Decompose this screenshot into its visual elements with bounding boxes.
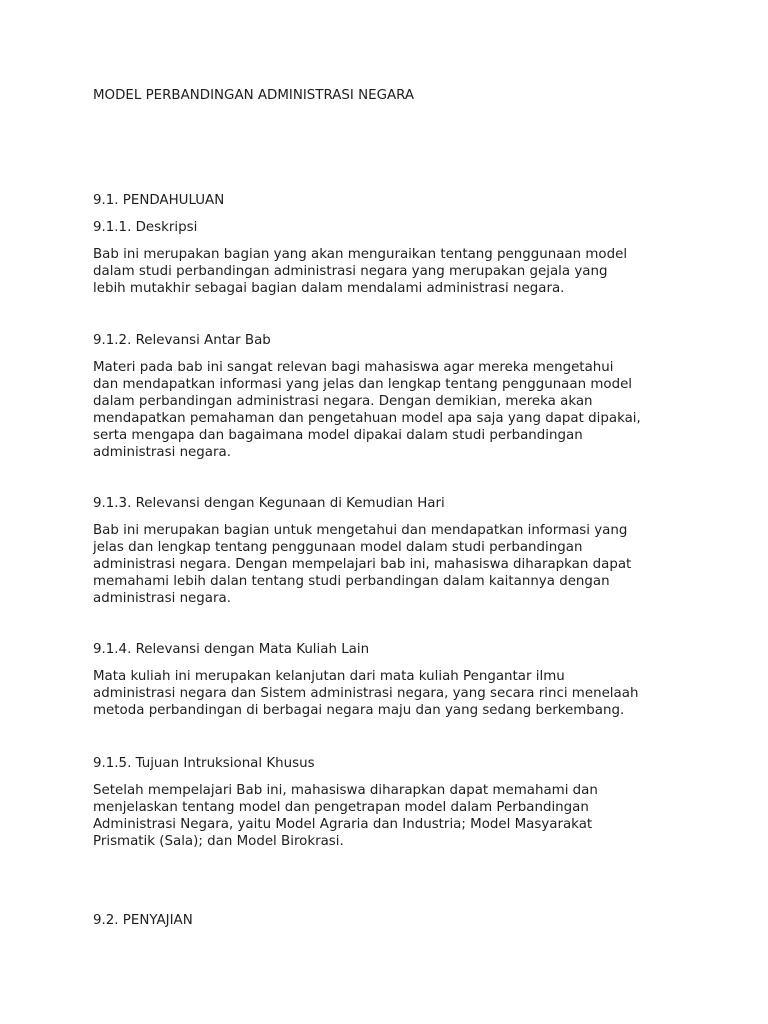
paragraph-relevansi-mata-kuliah: Mata kuliah ini merupakan kelanjutan dari mata kuliah Pengantar ilmu administrasi negara dan Sistem administrasi negara, yang secara rinci menelaah metoda perbandingan di berbagai negara maju dan yang sedang berkembang.	[93, 669, 639, 718]
section-heading-penyajian: 9.2. PENYAJIAN	[93, 913, 193, 928]
paragraph-deskripsi: Bab ini merupakan bagian yang akan menguraikan tentang penggunaan model dalam studi perbandingan administrasi negara yang merupakan gejala yang lebih mutakhir sebagai bagian dalam mendalami administrasi negara.	[93, 247, 628, 296]
subsection-heading-tujuan: 9.1.5. Tujuan Intruksional Khusus	[93, 756, 315, 771]
section-heading-pendahuluan: 9.1. PENDAHULUAN	[93, 193, 225, 208]
document-title: MODEL PERBANDINGAN ADMINISTRASI NEGARA	[93, 88, 415, 103]
paragraph-relevansi-antar-bab: Materi pada bab ini sangat relevan bagi mahasiswa agar mereka mengetahui dan mendapatkan informasi yang jelas dan lengkap tentang penggunaan model dalam perbandingan administrasi negara. Dengan demikian, mereka akan mendapatkan pemahaman dan pengetahuan model apa saja yang dapat dipakai, serta mengapa dan bagaimana model dipakai dalam studi perbandingan administrasi negara.	[93, 360, 641, 460]
paragraph-relevansi-kegunaan: Bab ini merupakan bagian untuk mengetahui dan mendapatkan informasi yang jelas dan lengkap tentang penggunaan model dalam studi perbandingan administrasi negara. Dengan mempelajari bab ini, mahasiswa diharapkan dapat memahami lebih dalan tentang studi perbandingan dalam kaitannya dengan administrasi negara.	[93, 523, 632, 606]
subsection-heading-relevansi-antar-bab: 9.1.2. Relevansi Antar Bab	[93, 333, 271, 348]
subsection-heading-deskripsi: 9.1.1. Deskripsi	[93, 220, 198, 235]
subsection-heading-relevansi-kegunaan: 9.1.3. Relevansi dengan Kegunaan di Kemudian Hari	[93, 496, 445, 511]
subsection-heading-relevansi-mata-kuliah: 9.1.4. Relevansi dengan Mata Kuliah Lain	[93, 642, 370, 657]
paragraph-tujuan: Setelah mempelajari Bab ini, mahasiswa diharapkan dapat memahami dan menjelaskan tentang model dan pengetrapan model dalam Perbandingan Administrasi Negara, yaitu Model Agraria dan Industria; Model Masyarakat Prismatik (Sala); dan Model Birokrasi.	[93, 783, 598, 849]
